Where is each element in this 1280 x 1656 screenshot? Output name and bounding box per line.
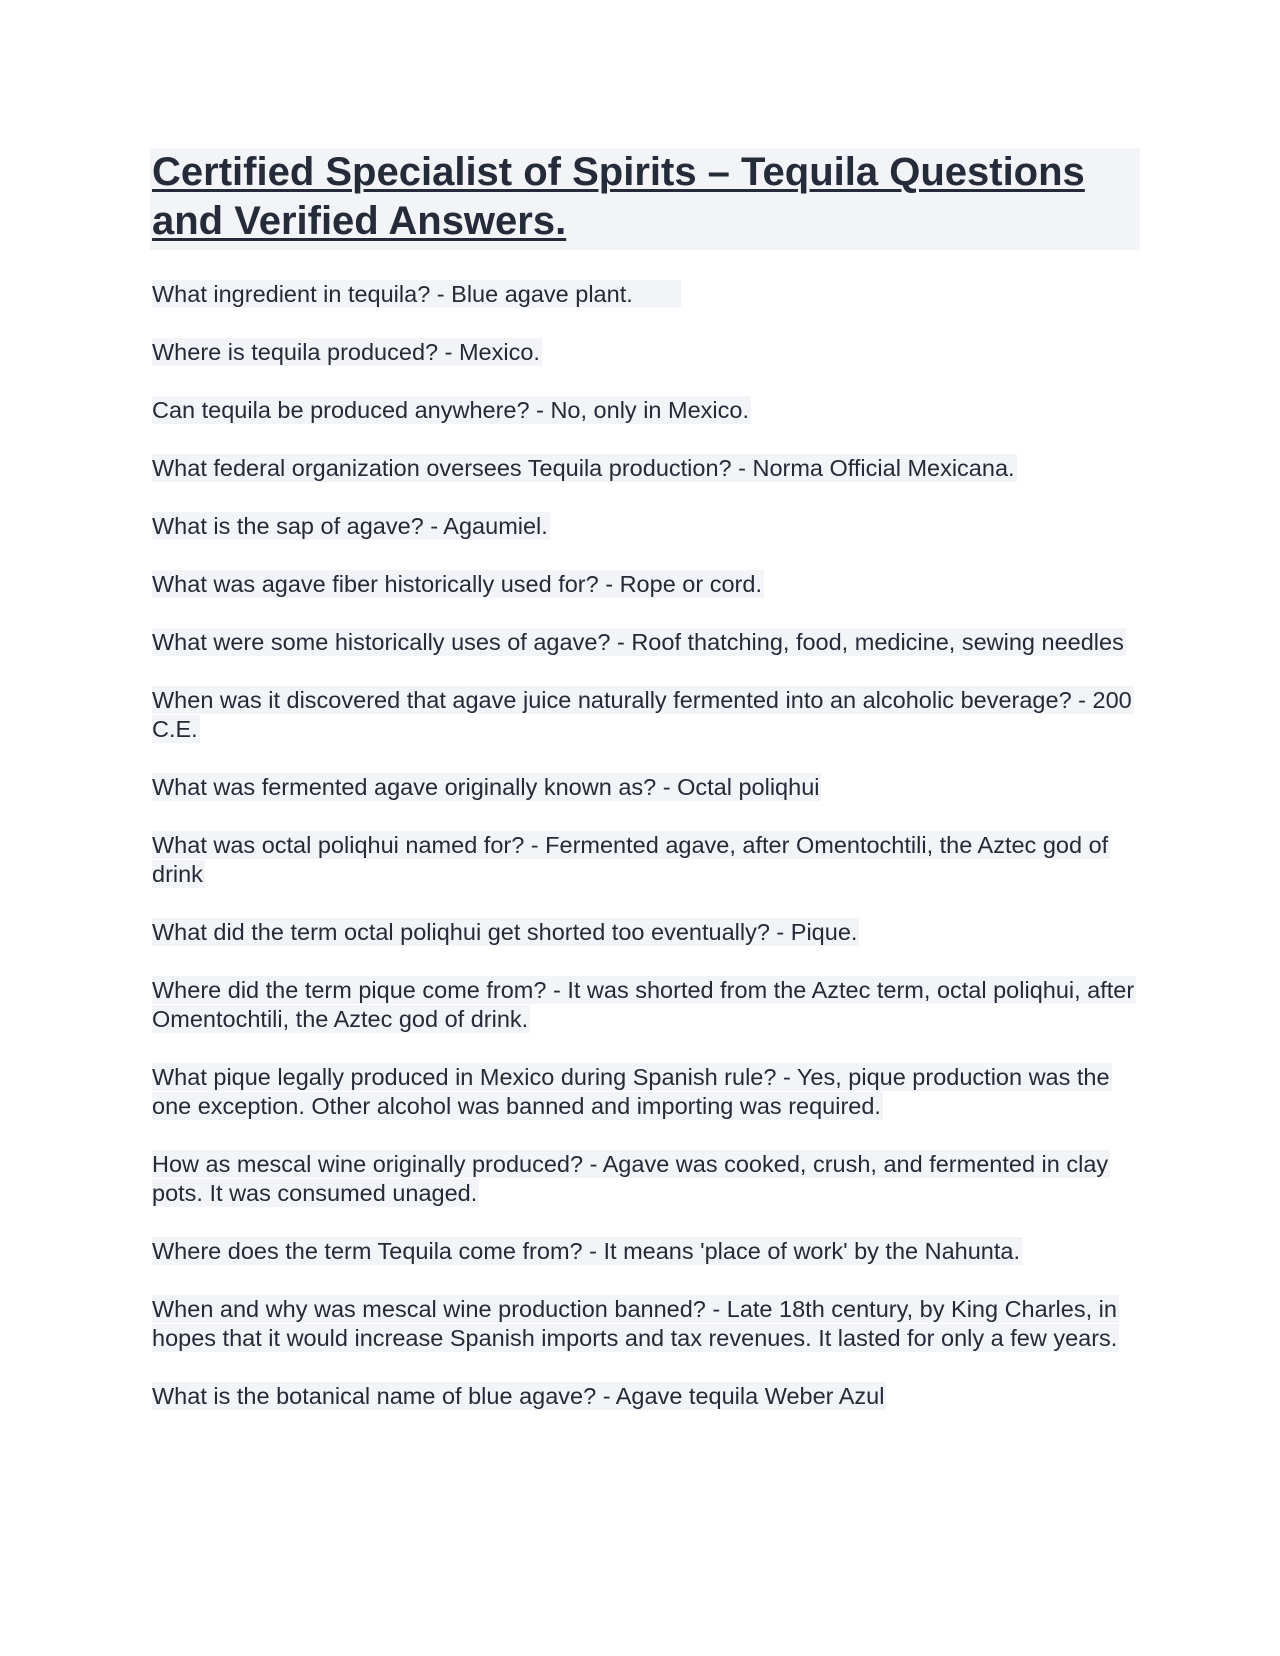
qa-text: What were some historically uses of agave? - Roof thatching, food, medicine, sewing needles [152, 629, 1124, 655]
page-title [150, 148, 1140, 250]
qa-item [150, 1063, 1140, 1121]
qa-text: How as mescal wine originally produced? - Agave was cooked, crush, and fermented in clay pots. It was consumed unaged. [152, 1151, 1109, 1206]
qa-text: Where is tequila produced? - Mexico. [152, 339, 540, 365]
qa-text: What pique legally produced in Mexico during Spanish rule? - Yes, pique production was the one exception. Other alcohol was banned and importing was required. [152, 1064, 1110, 1119]
qa-item [150, 831, 1140, 889]
qa-text: What was fermented agave originally known as? - Octal poliqhui [152, 774, 820, 800]
qa-text: What ingredient in tequila? - Blue agave plant. [152, 280, 681, 308]
qa-item [150, 396, 1140, 425]
qa-item [150, 773, 1140, 802]
qa-text: What did the term octal poliqhui get shorted too eventually? - Pique. [152, 919, 858, 945]
qa-text: When and why was mescal wine production banned? - Late 18th century, by King Charles, in hopes that it would increase Spanish imports and tax revenues. It lasted for only a few years. [152, 1296, 1118, 1351]
qa-item [150, 918, 1140, 947]
qa-item [150, 280, 1140, 309]
qa-text: What is the sap of agave? - Agaumiel. [152, 513, 548, 539]
qa-text: Can tequila be produced anywhere? - No, only in Mexico. [152, 397, 749, 423]
page-title-text: Certified Specialist of Spirits – Tequila Questions and Verified Answers. [152, 150, 1085, 243]
qa-item [150, 628, 1140, 657]
qa-text: Where did the term pique come from? - It was shorted from the Aztec term, octal poliqhui, after Omentochtili, the Aztec god of drink. [152, 977, 1135, 1032]
qa-text: What was agave fiber historically used for? - Rope or cord. [152, 571, 762, 597]
qa-item [150, 454, 1140, 483]
qa-item [150, 1382, 1140, 1411]
qa-item [150, 976, 1140, 1034]
qa-text: What federal organization oversees Tequila production? - Norma Official Mexicana. [152, 455, 1015, 481]
qa-item [150, 338, 1140, 367]
qa-item [150, 570, 1140, 599]
qa-text: When was it discovered that agave juice naturally fermented into an alcoholic beverage? - 200 C.E. [152, 687, 1132, 742]
qa-item [150, 512, 1140, 541]
qa-text: What was octal poliqhui named for? - Fermented agave, after Omentochtili, the Aztec god of drink [152, 832, 1109, 887]
qa-item [150, 1295, 1140, 1353]
document-page [150, 148, 1140, 1440]
qa-item [150, 686, 1140, 744]
qa-item [150, 1150, 1140, 1208]
qa-item [150, 1237, 1140, 1266]
qa-list [150, 280, 1140, 1411]
qa-text: Where does the term Tequila come from? - It means 'place of work' by the Nahunta. [152, 1238, 1021, 1264]
qa-text: What is the botanical name of blue agave? - Agave tequila Weber Azul [152, 1383, 885, 1409]
